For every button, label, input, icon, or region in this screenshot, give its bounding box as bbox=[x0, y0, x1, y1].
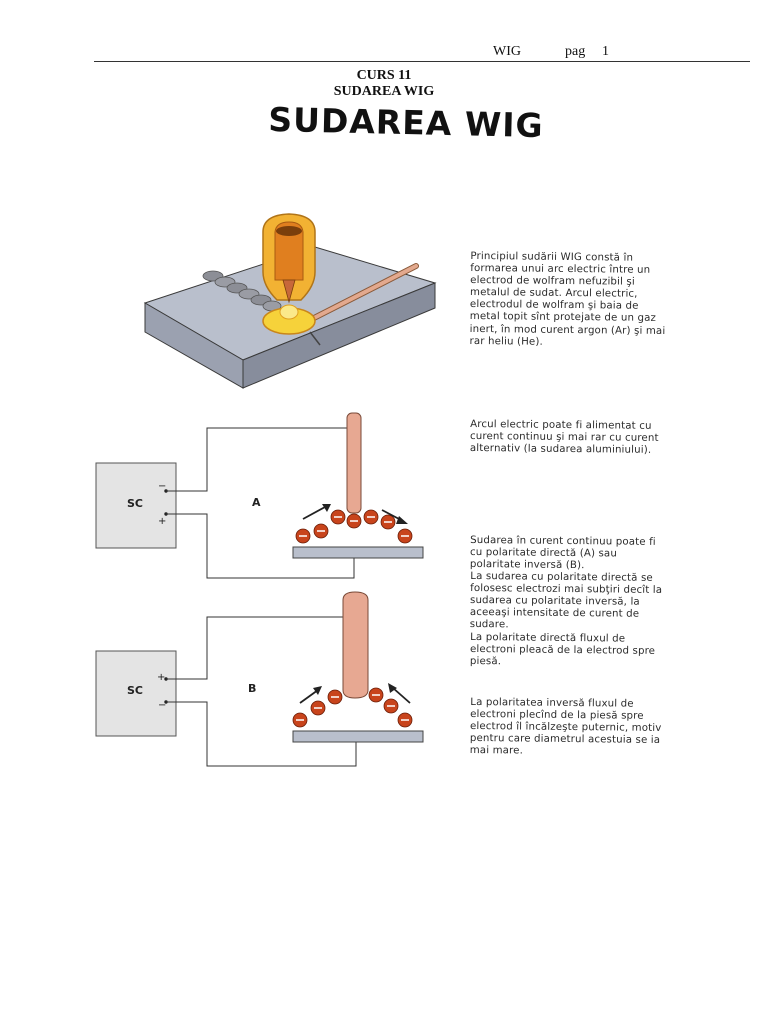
paragraph-reverse-polarity: La polaritatea inversă fluxul de electroni plecînd de la piesă spre electrod îl încălzeşte puternic, motiv pentru care diametrul acestuia se ia mai mare. bbox=[469, 696, 662, 757]
paragraph-principle: Principiul sudării WIG constă în formarea unui arc electric între un electrod de wolfram nefuzibil şi metalul de sudat. Arcul electric, electrodul de wolfram şi baia de metal topit sînt protejate de un gaz inert, în mod curent argon (Ar) şi mai rar heliu (He). bbox=[469, 250, 666, 348]
header-page-label: pag bbox=[565, 44, 586, 59]
paragraph-polarity bbox=[470, 536, 668, 669]
terminal-minus-a: − bbox=[158, 481, 167, 492]
wig-torch-illustration bbox=[145, 214, 435, 388]
workpiece-b bbox=[293, 731, 423, 742]
terminal-plus-a: + bbox=[158, 516, 167, 527]
source-label-b: SC bbox=[127, 684, 143, 697]
workpiece-a bbox=[293, 547, 423, 558]
source-label-a: SC bbox=[127, 497, 143, 510]
header-doc-name: WIG bbox=[493, 44, 521, 59]
electrons-a bbox=[296, 510, 412, 543]
label-b: B bbox=[248, 682, 257, 695]
course-number: CURS 11 bbox=[356, 68, 412, 83]
paragraph-polarity-electrodes: La sudarea cu polaritate directă se folosesc electrozi mai subţiri decît la sudarea cu polaritate inversă, la aceeaşi intensitate de curent de sudare. bbox=[469, 571, 663, 632]
paragraph-polarity-intro: Sudarea în curent continuu poate fi cu polaritate directă (A) sau polaritate inversă (B). bbox=[469, 534, 656, 572]
terminal-minus-b: − bbox=[158, 700, 167, 711]
label-a: A bbox=[252, 496, 261, 509]
course-subtitle: SUDAREA WIG bbox=[333, 84, 435, 99]
arrow-icon bbox=[396, 516, 408, 524]
paragraph-polarity-direct: La polaritate directă fluxul de electroni pleacă de la electrod spre piesă. bbox=[469, 631, 656, 668]
electrode-b bbox=[343, 592, 368, 698]
header-page-number: 1 bbox=[602, 44, 609, 59]
paragraph-current-type: Arcul electric poate fi alimentat cu curent continuu şi mai rar cu curent alternativ (la sudarea aluminiului). bbox=[469, 418, 659, 457]
page-title: SUDAREA WIG bbox=[267, 99, 545, 146]
diagram-reverse-polarity bbox=[96, 592, 423, 766]
terminal-plus-b: + bbox=[157, 672, 166, 683]
electrode-a bbox=[347, 413, 361, 513]
